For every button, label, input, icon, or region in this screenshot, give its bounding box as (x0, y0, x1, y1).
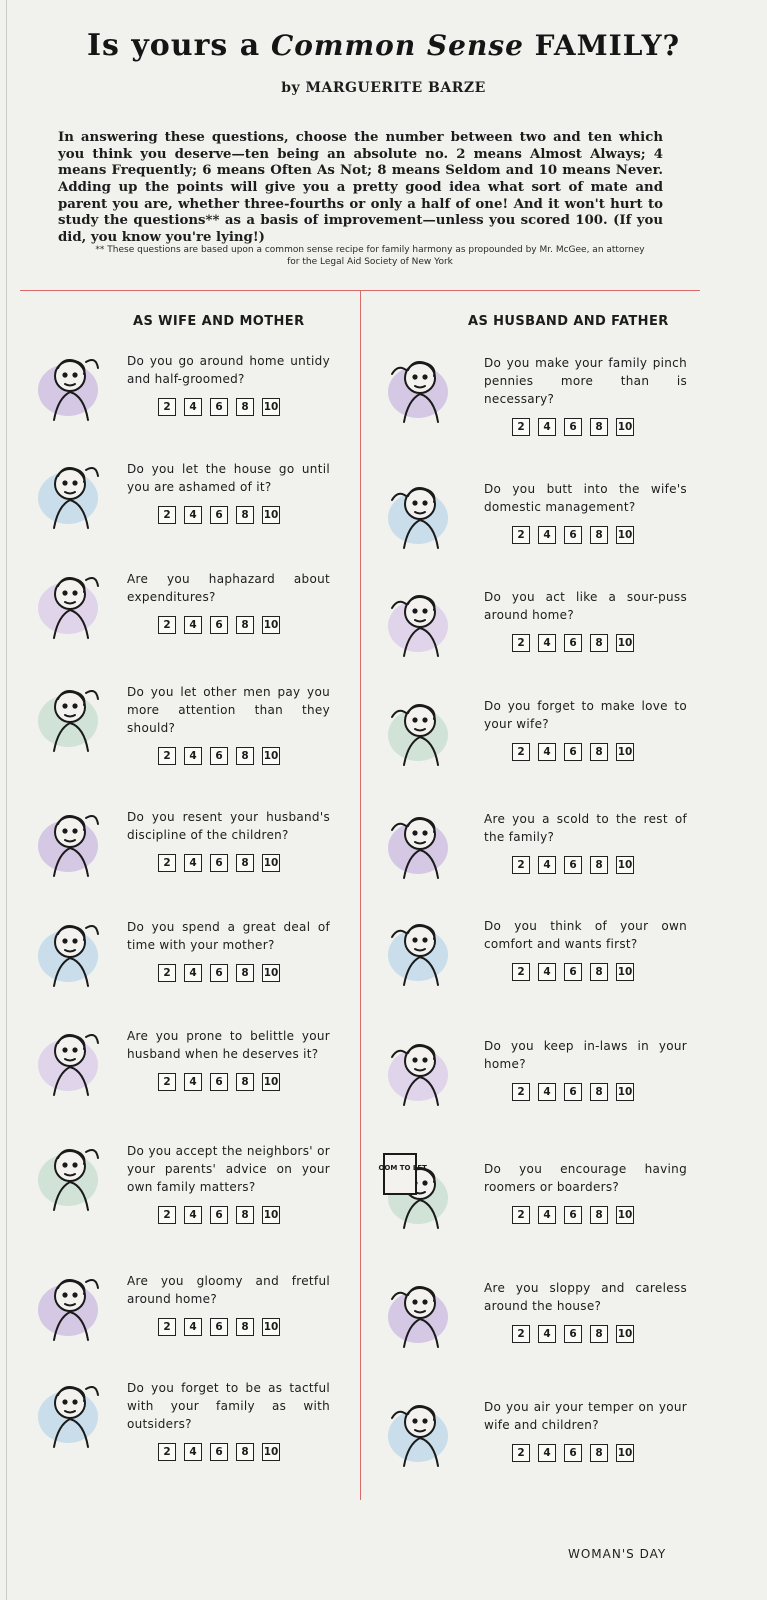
wife-question-item (127, 1379, 330, 1461)
score-scale (512, 1083, 687, 1101)
score-box-2[interactable]: 2 (158, 506, 176, 524)
score-box-2[interactable]: 2 (158, 1318, 176, 1336)
woman-dollar-signs-icon (28, 560, 112, 644)
question-text: Do you think of your own comfort and wants first? (484, 919, 687, 951)
score-box-10[interactable]: 10 (616, 856, 634, 874)
score-box-6[interactable]: 6 (210, 1206, 228, 1224)
score-box-10[interactable]: 10 (616, 418, 634, 436)
score-box-8[interactable]: 8 (236, 1073, 254, 1091)
score-box-8[interactable]: 8 (590, 1325, 608, 1343)
score-box-10[interactable]: 10 (262, 1318, 280, 1336)
question-text: Do you go around home untidy and half-groomed? (127, 354, 330, 386)
score-box-6[interactable]: 6 (564, 743, 582, 761)
score-box-10[interactable]: 10 (616, 963, 634, 981)
score-box-4[interactable]: 4 (538, 526, 556, 544)
husband-question-item (484, 1398, 687, 1462)
divider-vertical (360, 290, 361, 1500)
score-box-4[interactable]: 4 (538, 856, 556, 874)
question-text: Are you prone to belittle your husband when he deserves it? (127, 1029, 330, 1061)
question-text: Are you sloppy and careless around the house? (484, 1281, 687, 1313)
title-suffix: FAMILY? (534, 29, 681, 62)
score-box-4[interactable]: 4 (184, 1318, 202, 1336)
husband-question-item (484, 917, 687, 981)
score-box-10[interactable]: 10 (262, 854, 280, 872)
score-box-6[interactable]: 6 (564, 634, 582, 652)
question-text: Do you resent your husband's discipline of the children? (127, 810, 330, 842)
wife-question-item (127, 570, 330, 634)
score-scale (158, 616, 330, 634)
question-text: Do you forget to be as tactful with your family as with outsiders? (127, 1381, 330, 1431)
husband-heading: AS HUSBAND AND FATHER (468, 314, 669, 329)
score-box-2[interactable]: 2 (512, 634, 530, 652)
wife-question-item (127, 918, 330, 982)
score-box-2[interactable]: 2 (158, 964, 176, 982)
score-box-2[interactable]: 2 (158, 854, 176, 872)
score-box-10[interactable]: 10 (616, 526, 634, 544)
score-box-8[interactable]: 8 (590, 856, 608, 874)
sign-text: ROOM TO LET (378, 1164, 427, 1172)
score-scale (158, 747, 330, 765)
score-box-2[interactable]: 2 (512, 526, 530, 544)
score-box-8[interactable]: 8 (590, 526, 608, 544)
score-box-4[interactable]: 4 (538, 1444, 556, 1462)
question-text: Do you make your family pinch pennies more than is necessary? (484, 356, 687, 406)
score-box-8[interactable]: 8 (236, 747, 254, 765)
score-scale (158, 854, 330, 872)
score-box-4[interactable]: 4 (184, 854, 202, 872)
score-box-10[interactable]: 10 (262, 747, 280, 765)
score-box-6[interactable]: 6 (564, 1206, 582, 1224)
neighbors-advice-icon (28, 1132, 112, 1216)
wife-question-item (127, 1272, 330, 1336)
sour-puss-man-icon (378, 578, 462, 662)
score-box-4[interactable]: 4 (538, 1325, 556, 1343)
score-box-2[interactable]: 2 (158, 616, 176, 634)
score-box-4[interactable]: 4 (184, 747, 202, 765)
score-scale (158, 1073, 330, 1091)
wife-question-item (127, 1142, 330, 1224)
score-box-8[interactable]: 8 (236, 616, 254, 634)
score-box-10[interactable]: 10 (262, 506, 280, 524)
score-box-4[interactable]: 4 (538, 418, 556, 436)
score-box-6[interactable]: 6 (210, 398, 228, 416)
score-box-10[interactable]: 10 (262, 616, 280, 634)
score-scale (512, 1325, 687, 1343)
score-box-2[interactable]: 2 (512, 856, 530, 874)
score-box-4[interactable]: 4 (538, 963, 556, 981)
score-scale (158, 964, 330, 982)
score-box-8[interactable]: 8 (236, 1318, 254, 1336)
husband-question-item (484, 1037, 687, 1101)
wife-heading: AS WIFE AND MOTHER (133, 314, 305, 329)
score-box-10[interactable]: 10 (616, 743, 634, 761)
score-box-8[interactable]: 8 (590, 1083, 608, 1101)
score-box-2[interactable]: 2 (158, 1206, 176, 1224)
question-text: Do you keep in-laws in your home? (484, 1039, 687, 1071)
score-box-6[interactable]: 6 (210, 964, 228, 982)
score-box-2[interactable]: 2 (512, 963, 530, 981)
score-scale (158, 398, 330, 416)
score-box-6[interactable]: 6 (564, 856, 582, 874)
score-box-6[interactable]: 6 (564, 418, 582, 436)
husband-question-item (484, 354, 687, 436)
question-text: Do you accept the neighbors' or your parents' advice on your own family matters? (127, 1144, 330, 1194)
score-box-4[interactable]: 4 (184, 506, 202, 524)
wife-question-item (127, 808, 330, 872)
framed-in-laws-icon (378, 1027, 462, 1111)
score-scale (158, 506, 330, 524)
score-box-8[interactable]: 8 (236, 506, 254, 524)
husband-question-item (484, 480, 687, 544)
question-text: Do you encourage having roomers or boarders? (484, 1162, 687, 1194)
score-box-2[interactable]: 2 (512, 1444, 530, 1462)
score-box-2[interactable]: 2 (158, 1073, 176, 1091)
score-box-8[interactable]: 8 (236, 398, 254, 416)
score-box-6[interactable]: 6 (210, 616, 228, 634)
score-box-8[interactable]: 8 (590, 1444, 608, 1462)
mother-child-discipline-icon (28, 798, 112, 882)
selfish-man-icon (378, 907, 462, 991)
score-box-6[interactable]: 6 (564, 526, 582, 544)
score-box-6[interactable]: 6 (210, 1073, 228, 1091)
score-box-6[interactable]: 6 (564, 1083, 582, 1101)
score-box-8[interactable]: 8 (236, 854, 254, 872)
husband-question-item (484, 588, 687, 652)
score-box-4[interactable]: 4 (184, 964, 202, 982)
score-box-6[interactable]: 6 (210, 747, 228, 765)
score-box-10[interactable]: 10 (616, 1206, 634, 1224)
score-box-6[interactable]: 6 (564, 1325, 582, 1343)
husband-question-item (484, 1279, 687, 1343)
score-scale (512, 1206, 687, 1224)
score-box-6[interactable]: 6 (210, 854, 228, 872)
score-box-2[interactable]: 2 (512, 743, 530, 761)
score-box-6[interactable]: 6 (210, 1443, 228, 1461)
score-box-8[interactable]: 8 (590, 1206, 608, 1224)
score-box-10[interactable]: 10 (262, 1206, 280, 1224)
score-box-4[interactable]: 4 (184, 1443, 202, 1461)
husband-question-item (484, 697, 687, 761)
question-text: Do you butt into the wife's domestic management? (484, 482, 687, 514)
question-text: Do you act like a sour-puss around home? (484, 590, 687, 622)
score-box-2[interactable]: 2 (158, 398, 176, 416)
score-scale (512, 856, 687, 874)
page-title (0, 28, 767, 63)
question-text: Do you let other men pay you more attention than they should? (127, 685, 330, 735)
score-box-4[interactable]: 4 (538, 1206, 556, 1224)
score-box-10[interactable]: 10 (262, 398, 280, 416)
angry-man-temper-icon (378, 1388, 462, 1472)
score-box-10[interactable]: 10 (616, 1325, 634, 1343)
husband-question-item (484, 810, 687, 874)
score-box-2[interactable]: 2 (512, 1206, 530, 1224)
score-box-8[interactable]: 8 (236, 1206, 254, 1224)
magazine-footer: WOMAN'S DAY (568, 1547, 667, 1561)
couple-pinching-pennies-icon (378, 344, 462, 428)
score-box-2[interactable]: 2 (158, 1443, 176, 1461)
wife-question-item (127, 1027, 330, 1091)
score-box-6[interactable]: 6 (210, 506, 228, 524)
woman-tactless-icon (28, 1369, 112, 1453)
husband-butting-in-icon (378, 470, 462, 554)
gloomy-woman-icon (28, 1262, 112, 1346)
score-box-4[interactable]: 4 (184, 616, 202, 634)
score-scale (158, 1443, 330, 1461)
score-box-10[interactable]: 10 (616, 1083, 634, 1101)
score-box-4[interactable]: 4 (184, 398, 202, 416)
kissing-couple-icon (378, 687, 462, 771)
score-box-8[interactable]: 8 (590, 963, 608, 981)
score-scale (512, 418, 687, 436)
score-scale (512, 963, 687, 981)
score-box-4[interactable]: 4 (538, 1083, 556, 1101)
score-scale (512, 634, 687, 652)
footnote: ** These questions are based upon a common sense recipe for family harmony as propounded by Mr. McGee, an attorney for the Legal Aid Society of New York (95, 245, 645, 267)
wife-question-item (127, 460, 330, 524)
byline: by MARGUERITE BARZE (281, 80, 486, 96)
score-box-10[interactable]: 10 (262, 964, 280, 982)
woman-curly-hair-icon (28, 342, 112, 426)
score-box-8[interactable]: 8 (590, 743, 608, 761)
score-box-6[interactable]: 6 (564, 963, 582, 981)
score-box-4[interactable]: 4 (184, 1206, 202, 1224)
scolding-man-icon (378, 800, 462, 884)
score-box-2[interactable]: 2 (512, 418, 530, 436)
husband-question-item (484, 1160, 687, 1224)
wife-question-item (127, 683, 330, 765)
score-scale (512, 743, 687, 761)
house-icon (28, 450, 112, 534)
room-to-let-sign-icon (378, 1150, 462, 1234)
question-text: Are you haphazard about expenditures? (127, 572, 330, 604)
question-text: Are you gloomy and fretful around home? (127, 1274, 330, 1306)
score-box-8[interactable]: 8 (236, 964, 254, 982)
score-box-10[interactable]: 10 (262, 1073, 280, 1091)
score-scale (158, 1318, 330, 1336)
page-edge (6, 0, 7, 1600)
score-scale (158, 1206, 330, 1224)
score-box-8[interactable]: 8 (590, 418, 608, 436)
question-text: Are you a scold to the rest of the family? (484, 812, 687, 844)
score-box-8[interactable]: 8 (590, 634, 608, 652)
score-box-4[interactable]: 4 (184, 1073, 202, 1091)
score-box-2[interactable]: 2 (512, 1325, 530, 1343)
score-box-10[interactable]: 10 (616, 1444, 634, 1462)
score-box-4[interactable]: 4 (538, 634, 556, 652)
wife-question-item (127, 352, 330, 416)
score-box-4[interactable]: 4 (538, 743, 556, 761)
woman-belittling-husband-icon (28, 1017, 112, 1101)
question-text: Do you air your temper on your wife and children? (484, 1400, 687, 1432)
sloppy-man-icon (378, 1269, 462, 1353)
score-box-10[interactable]: 10 (262, 1443, 280, 1461)
score-box-6[interactable]: 6 (564, 1444, 582, 1462)
score-scale (512, 1444, 687, 1462)
question-text: Do you forget to make love to your wife? (484, 699, 687, 731)
question-text: Do you let the house go until you are ashamed of it? (127, 462, 330, 494)
question-text: Do you spend a great deal of time with your mother? (127, 920, 330, 952)
woman-and-mother-icon (28, 908, 112, 992)
score-scale (512, 526, 687, 544)
score-box-8[interactable]: 8 (236, 1443, 254, 1461)
score-box-6[interactable]: 6 (210, 1318, 228, 1336)
score-box-2[interactable]: 2 (512, 1083, 530, 1101)
woman-with-admirer-icon (28, 673, 112, 757)
score-box-2[interactable]: 2 (158, 747, 176, 765)
intro-paragraph: In answering these questions, choose the number between two and ten which you think you deserve—ten being an absolute no. 2 means Almost Always; 4 means Frequently; 6 means Often As Not; 8 means Seldom and 10 means Never. Adding up the points will give you a pretty good idea what sort of mate and parent you are, whether three-fourths or only a half of one! And it won't hurt to study the questions** as a basis of improvement—unless you scored 100. (If you did, you know you're lying!) (58, 130, 663, 245)
title-prefix: Is yours a (86, 28, 261, 63)
title-emphasis: Common Sense (270, 29, 524, 62)
score-box-10[interactable]: 10 (616, 634, 634, 652)
